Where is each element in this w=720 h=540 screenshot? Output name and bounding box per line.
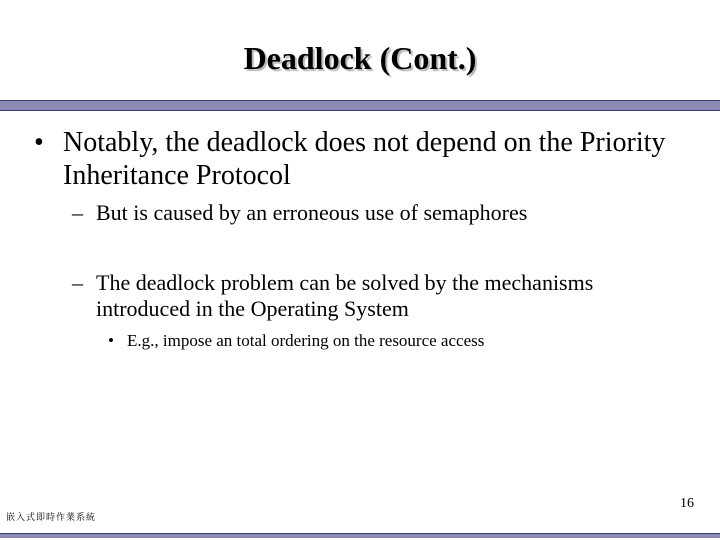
- sub-sub-bullet-item: [108, 330, 698, 352]
- page-number: 16: [680, 496, 694, 511]
- sub-bullet-text: But is caused by an erroneous use of semaphores: [96, 200, 528, 225]
- slide-title: Deadlock (Cont.): [243, 40, 477, 76]
- sub-bullet-item: [72, 270, 692, 322]
- dash-icon: –: [72, 270, 83, 295]
- dash-icon: –: [72, 200, 83, 225]
- bullet-item: [34, 126, 694, 192]
- bullet-dot-icon: •: [34, 127, 44, 158]
- footer-course-title: 嵌入式即時作業系統: [6, 513, 97, 523]
- bottom-divider: [0, 533, 720, 538]
- bullet-dot-icon: •: [108, 331, 114, 350]
- sub-sub-bullet-text: E.g., impose an total ordering on the resource access: [127, 331, 485, 350]
- title-divider: [0, 100, 720, 111]
- sub-bullet-text: The deadlock problem can be solved by the mechanisms introduced in the Operating System: [96, 270, 594, 321]
- sub-bullet-item: [72, 200, 692, 226]
- bullet-text: Notably, the deadlock does not depend on the Priority Inheritance Protocol: [63, 127, 666, 191]
